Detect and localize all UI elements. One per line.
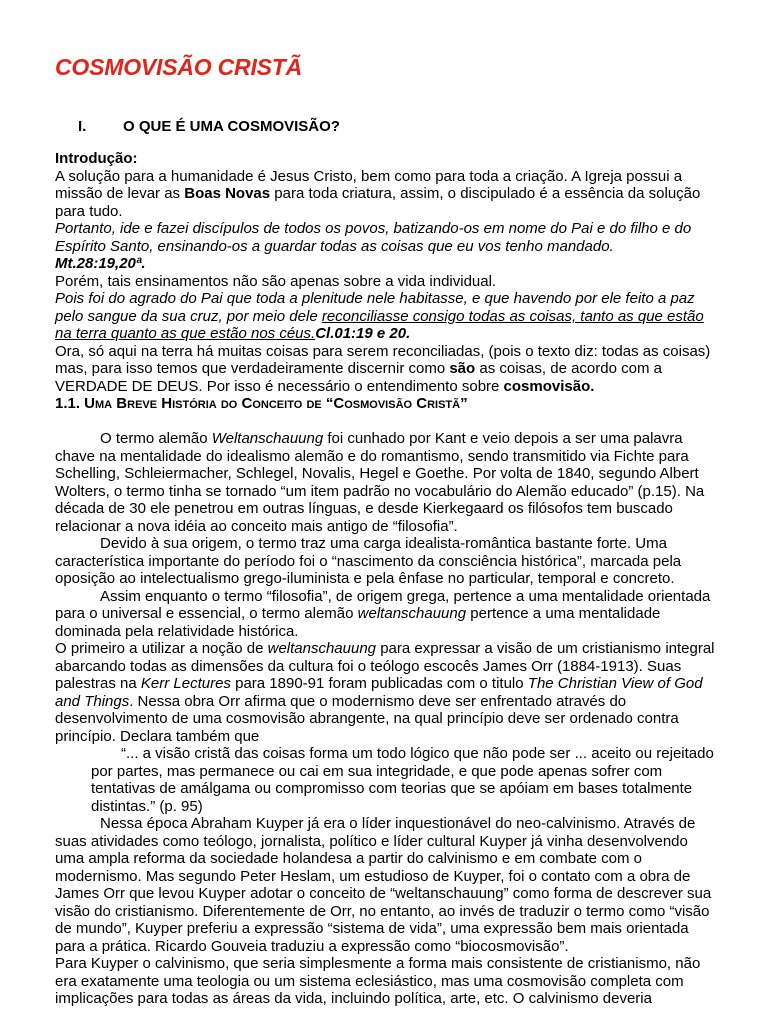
document-title: COSMOVISÃO CRISTÃ — [55, 54, 303, 80]
history-paragraph-3 — [55, 588, 720, 641]
text-run: Ora, só aqui na terra há muitas coisas para serem reconciliadas, (pois o texto diz: todas as coisas) mas, para isso temos que verdadeiramente discernir como — [55, 342, 711, 377]
verse-reference: Cl.01:19 e 20. — [315, 325, 411, 342]
text-run: A solução para a humanidade é Jesus Cristo, bem como para toda a criação. A Igreja possui a missão de levar as — [55, 167, 683, 202]
subsection-heading: 1.1. Uma Breve História do Conceito de “Cosmovisão Cristã” — [55, 395, 468, 412]
history-paragraph-1 — [55, 430, 720, 535]
text-run: para 1890-91 foram publicadas com o titulo — [230, 675, 528, 692]
intro-paragraph — [55, 168, 720, 221]
text-run-italic: Kerr Lectures — [140, 675, 231, 692]
history-paragraph-5: Nessa época Abraham Kuyper já era o líder inquestionável do neo-calvinismo. Através de suas atividades como teólogo, jornalista, político e líder cultural Kuyper já vinha desenvolvendo uma ampla reforma da sociedade holandesa a partir do calvinismo e em combate com o modernismo. Mas segundo Peter Heslam, um estudioso de Kuyper, foi o contato com a obra de James Orr que levou Kuyper adotar o conceito de “weltanschauung” como forma de descrever sua visão do cristianismo. Diferentemente de Orr, no entanto, ao invés de traduzir o termo como “visão de mundo”, Kuyper preferiu a expressão “sistema de vida”, uma expressão bem mais orientada para a prática. Ricardo Gouveia traduziu a expressão como “biocosmovisão”. — [55, 815, 712, 955]
text-run-italic: Weltanschauung — [211, 430, 324, 447]
text-run-bold: cosmovisão. — [503, 377, 595, 395]
text-run-underlined: reconciliasse consigo todas as coisas, tanto as que estão na terra quanto as que estão nos céus. — [55, 307, 704, 342]
section-heading — [78, 118, 340, 135]
history-paragraph-2: Devido à sua origem, o termo traz uma carga idealista-romântica bastante forte. Uma característica importante do período foi o “nascimento da consciência histórica”, marcada pela oposição ao intelectualismo grego-iluminista e pela ênfase no particular, temporal e concreto. — [55, 535, 682, 587]
history-paragraph-6: Para Kuyper o calvinismo, que seria simplesmente a forma mais consistente de cristianismo, não era exatamente uma teologia ou um sistema eclesiástico, mas uma cosmovisão completa com implicações para todas as áreas da vida, incluindo política, arte, etc. O calvinismo deveria — [55, 955, 701, 1007]
text-run: foi cunhado por Kant e veio depois a ser uma palavra chave na mentalidade do idealismo alemão e do romantismo, sendo transmitido via Fichte para Schelling, Schleiermacher, Schlegel, Novalis, Hegel e Goethe. Por volta de 1840, segundo Albert Wolters, o termo tinha se tornado “um item padrão no vocabulário do Alemão educado” (p.15). Na década de 30 ele penetrou em outras línguas, e desde Kierkegaard os filósofos tem buscado relacionar a nova idéia ao conceito mais antigo de “filosofia”. — [55, 430, 705, 535]
text-run: as coisas, de acordo com a VERDADE DE DEUS. Por isso é necessário o entendimento sobre — [55, 360, 662, 395]
text-run-italic: Pois foi do agrado do Pai que toda a plenitude nele habitasse, e que havendo por ele feito a paz pelo sangue da sua cruz, por meio dele — [55, 290, 695, 325]
text-run: para toda criatura, assim, o discipulado é a essência da solução para tudo. — [55, 185, 701, 220]
intro-label: Introdução: — [55, 150, 138, 167]
quote-text: “... a visão cristã das coisas forma um todo lógico que não pode ser ... aceito ou rejeitado por partes, mas permanece ou cai em sua integridade, e que pode apenas sofrer com tentativas de amálgama ou compromisso com teorias que se apóiam em bases totalmente distintas.” (p. 95) — [91, 745, 714, 815]
text-run: para expressar a visão de um cristianismo integral abarcando todas as dimensões da cultura foi o teólogo escocês James Orr (1884-1913). Suas palestras na — [55, 640, 715, 692]
text-run-bold: são — [449, 360, 476, 377]
text-run: Assim enquanto o termo “filosofia”, de origem grega, pertence a uma mentalidade orientada para o universal e essencial, o termo alemão — [55, 587, 711, 622]
text-run: O primeiro a utilizar a noção de — [55, 640, 268, 657]
text-run: O termo alemão — [100, 430, 212, 447]
history-paragraph-4 — [55, 640, 720, 745]
text-run: . Nessa obra Orr afirma que o modernismo deve ser enfrentado através do desenvolvimento de uma cosmovisão abrangente, na qual princípio deve ser ordenado contra princípio. Declara também que — [55, 692, 679, 745]
text-run-italic: weltanschauung — [357, 605, 467, 622]
text-run-italic: The Christian View of God and Things — [55, 675, 703, 710]
section-heading-text: O QUE É UMA COSMOVISÃO? — [123, 118, 340, 135]
intro-paragraph-2: Porém, tais ensinamentos não são apenas sobre a vida individual. — [55, 272, 497, 290]
intro-paragraph-3 — [55, 343, 720, 396]
verse-matthew: Portanto, ide e fazei discípulos de todos os povos, batizando-os em nome do Pai e do filho e do Espírito Santo, ensinando-os a guardar todas as coisas que eu vos tenho mandado. — [55, 220, 692, 255]
section-number: I. — [78, 118, 87, 135]
text-run-bold: Boas Novas — [184, 185, 271, 202]
document-body — [55, 150, 720, 1008]
verse-reference: Mt.28:19,20ª. — [55, 255, 146, 272]
block-quote — [55, 745, 720, 815]
verse-colossians — [55, 290, 720, 343]
text-run-italic: weltanschauung — [267, 640, 377, 657]
text-run: pertence a uma mentalidade dominada pela relatividade histórica. — [55, 605, 661, 640]
